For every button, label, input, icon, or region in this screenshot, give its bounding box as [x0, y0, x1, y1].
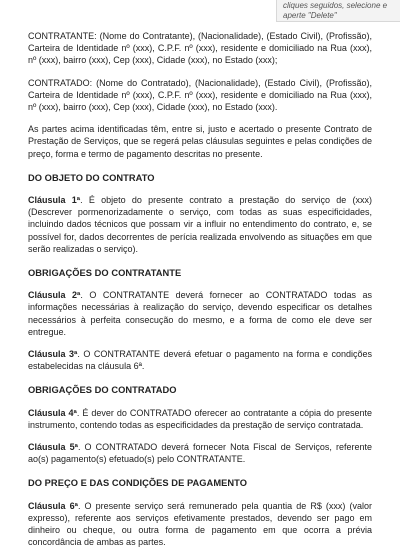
clause-6-label: Cláusula 6ª: [28, 500, 78, 511]
clause-5-label: Cláusula 5ª: [28, 442, 78, 453]
clause-2-text: . O CONTRATANTE deverá fornecer ao CONTRATADO todas as informações necessárias à realização do serviço, devendo especificar os detalhes necessários à perfeita consecução do mesmo, e a forma de como ele deve ser entregue.: [28, 290, 372, 337]
clause-1-text: . É objeto do presente contrato a prestação do serviço de (xxx) (Descrever pormenorizadamente o serviço, com todas as suas especificidades, incluindo dados técnicos que possam vir a influir no entendimento do contrato, e, se possível for, dados decorrentes de perícia realizada envolvendo as situações em que serão realizadas o serviço).: [28, 195, 372, 254]
preamble-paragraph: As partes acima identificadas têm, entre si, justo e acertado o presente Contrato de Prestação de Serviços, que se regerá pelas cláusulas seguintes e pelas condições de preço, forma e termo de pagamento descritas no presente.: [28, 124, 372, 159]
clause-4-label: Cláusula 4ª: [28, 407, 77, 418]
clause-3: [28, 348, 372, 372]
contratante-paragraph: CONTRATANTE: (Nome do Contratante), (Nacionalidade), (Estado Civil), (Profissão), Carteira de Identidade nº (xxx), C.P.F. nº (xxx), residente e domiciliado na Rua (xxx), nº (xxx), bairro (xxx), Cep (xxx), Cidade (xxx), no Estado (xxx);: [28, 31, 372, 66]
clause-6-text: . O presente serviço será remunerado pela quantia de R$ (xxx) (valor expresso), referente aos serviços efetivamente prestados, devendo ser pago em dinheiro ou cheque, ou outra forma de pagamento em que ocorra a prévia concordância de ambas as partes.: [28, 500, 372, 548]
contract-document: [28, 30, 372, 559]
clause-5: [28, 441, 372, 465]
clause-2: [28, 289, 372, 338]
clause-1: [28, 194, 372, 255]
clause-4-text: . É dever do CONTRATADO oferecer ao contratante a cópia do presente instrumento, contendo todas as especificidades da prestação de serviço contratada.: [28, 407, 372, 430]
clause-3-label: Cláusula 3ª: [28, 349, 78, 360]
clause-6: [28, 500, 372, 549]
section-heading-obrigacoes-contratante: OBRIGAÇÕES DO CONTRATANTE: [28, 268, 182, 279]
hint-line-2: aperte "Delete": [283, 11, 337, 20]
clause-4: [28, 407, 372, 431]
clause-3-text: . O CONTRATANTE deverá efetuar o pagamento na forma e condições estabelecidas na cláusula 6ª.: [28, 349, 372, 372]
clause-1-label: Cláusula 1ª: [28, 195, 81, 206]
section-heading-obrigacoes-contratado: OBRIGAÇÕES DO CONTRATADO: [28, 385, 177, 396]
clause-2-label: Cláusula 2ª: [28, 290, 81, 301]
clause-5-text: . O CONTRATADO deverá fornecer Nota Fiscal de Serviços, referente ao(s) pagamento(s) efetuado(s) pelo CONTRATANTE.: [28, 442, 372, 465]
section-heading-preco: DO PREÇO E DAS CONDIÇÕES DE PAGAMENTO: [28, 478, 247, 489]
contratado-paragraph: CONTRATADO: (Nome do Contratado), (Nacionalidade), (Estado Civil), (Profissão), Carteira de Identidade nº (xxx), C.P.F. nº (xxx), residente e domiciliado na Rua (xxx), nº (xxx), bairro (xxx), Cep (xxx), Cidade (xxx), no Estado (xxx).: [28, 77, 372, 113]
delete-hint-box: [276, 0, 400, 22]
section-heading-objeto: DO OBJETO DO CONTRATO: [28, 172, 155, 183]
hint-line-1: cliques seguidos, selecione e: [283, 1, 388, 10]
